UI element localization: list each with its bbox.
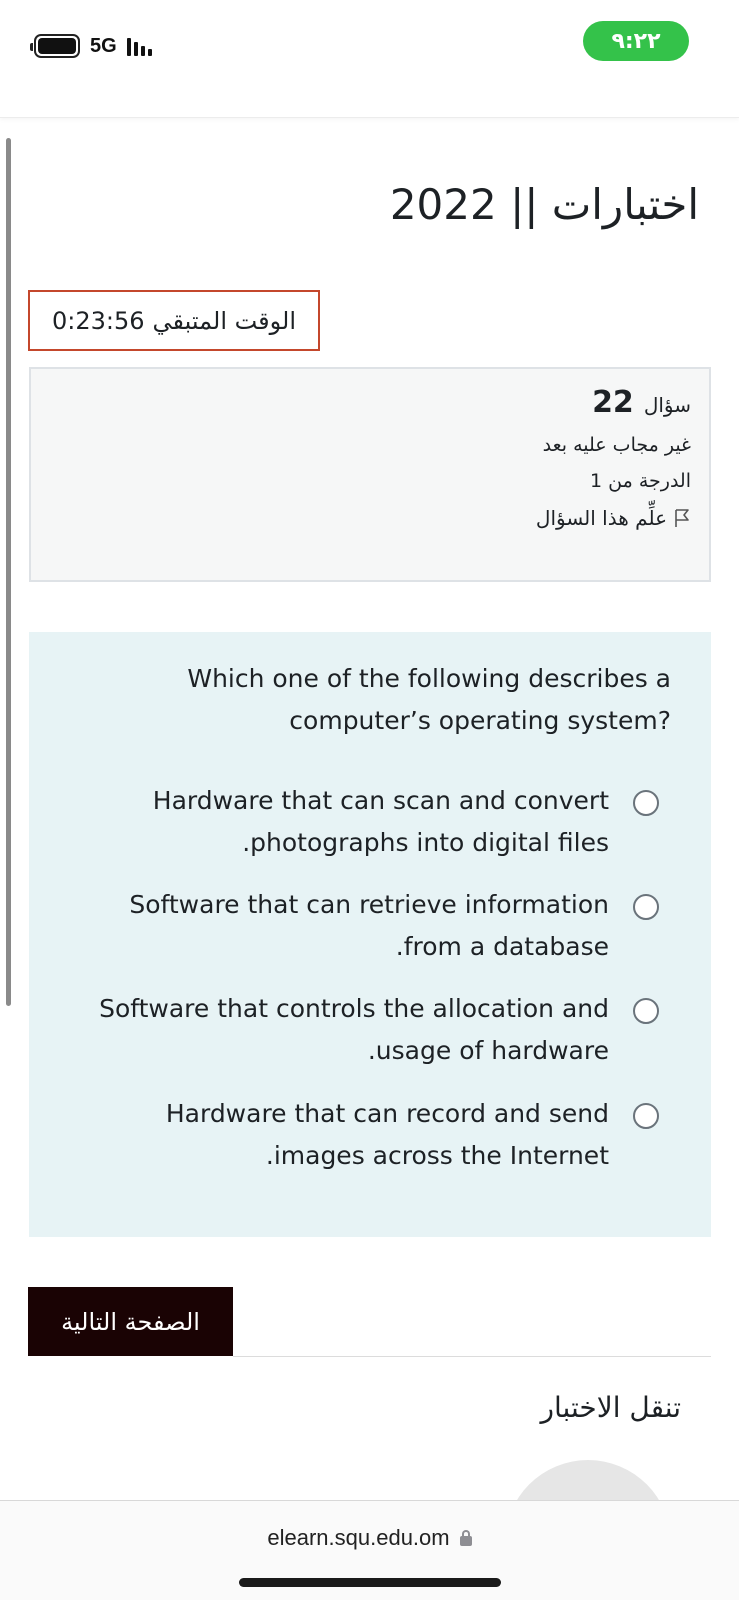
answer-option[interactable] <box>69 884 659 968</box>
url-display[interactable] <box>0 1525 739 1551</box>
answer-radio[interactable] <box>633 790 659 816</box>
scrollbar[interactable] <box>6 138 11 1006</box>
network-label: 5G <box>90 34 117 57</box>
home-indicator[interactable] <box>239 1578 501 1587</box>
answer-option[interactable] <box>69 780 659 864</box>
next-page-button[interactable]: الصفحة التالية <box>28 1287 233 1356</box>
answer-radio[interactable] <box>633 1103 659 1129</box>
signal-icon <box>127 36 152 56</box>
answer-text: Hardware that can record and send .images across the Internet <box>165 1099 609 1170</box>
answer-option[interactable] <box>69 988 659 1072</box>
time-remaining-value: 0:23:56 <box>51 306 145 335</box>
time-remaining-label: الوقت المتبقي <box>152 306 297 335</box>
answer-text: Software that can retrieve information .from a database <box>129 890 609 961</box>
answer-text: Software that controls the allocation and .usage of hardware <box>99 994 609 1065</box>
question-info <box>29 367 711 582</box>
answer-text: Hardware that can scan and convert .photographs into digital files <box>152 786 609 857</box>
status-bar <box>0 0 739 118</box>
question-grade: الدرجة من 1 <box>590 470 691 492</box>
divider <box>233 1356 711 1357</box>
question-number-value: 22 <box>592 385 634 420</box>
flag-icon <box>673 508 691 528</box>
flag-question-label: علِّم هذا السؤال <box>535 506 667 530</box>
status-clock: ٩:٢٢ <box>583 21 689 61</box>
time-remaining-box <box>28 290 320 351</box>
quiz-navigation-heading: تنقل الاختبار <box>540 1391 681 1424</box>
question-text: Which one of the following describes a computer’s operating system? <box>187 664 671 735</box>
question-number <box>49 385 691 420</box>
answer-radio[interactable] <box>633 998 659 1024</box>
browser-url-bar[interactable] <box>0 1500 739 1600</box>
url-text: elearn.squ.edu.om <box>267 1525 450 1550</box>
status-indicators <box>34 34 152 58</box>
flag-question-link[interactable] <box>49 506 691 530</box>
answer-radio[interactable] <box>633 894 659 920</box>
battery-icon <box>34 34 80 58</box>
lock-icon <box>460 1530 472 1546</box>
question-content <box>29 632 711 1237</box>
page-title: اختبارات || 2022 <box>389 180 699 229</box>
question-status: غير مجاب عليه بعد <box>542 434 691 456</box>
answer-option[interactable] <box>69 1093 659 1177</box>
question-label: سؤال <box>643 393 691 417</box>
